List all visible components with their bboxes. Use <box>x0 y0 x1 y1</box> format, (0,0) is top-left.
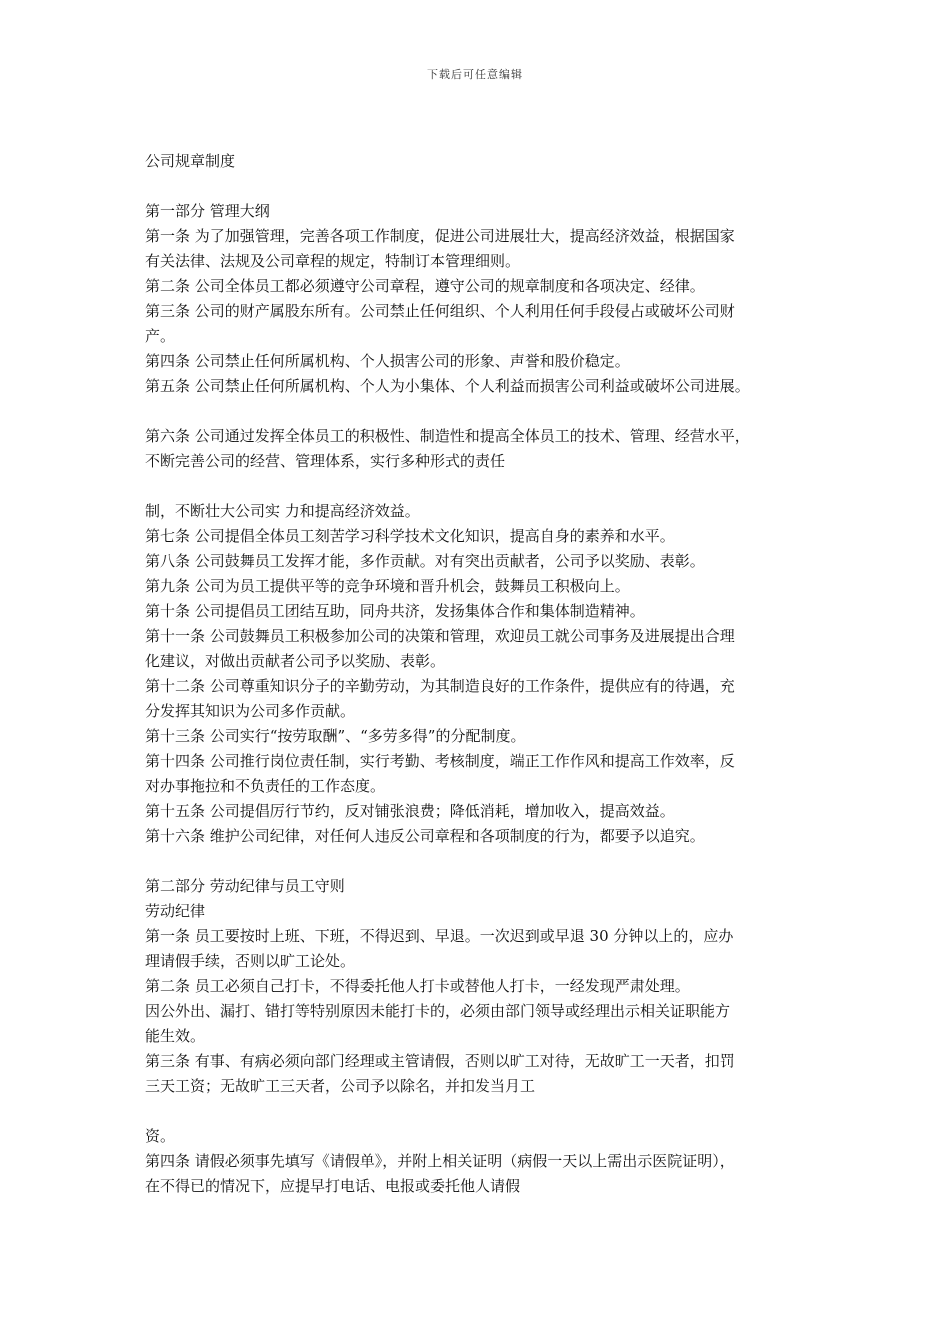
part2-heading: 第二部分 劳动纪律与员工守则 <box>145 877 345 895</box>
paragraph-line: 第十三条 公司实行“按劳取酬”、“多劳多得”的分配制度。 <box>145 727 526 745</box>
paragraph-line: 第四条 请假必须事先填写《请假单》，并附上相关证明（病假一天以上需出示医院证明）， <box>145 1152 735 1170</box>
paragraph-line: 分发挥其知识为公司多作贡献。 <box>145 702 356 720</box>
paragraph-line: 第十六条 维护公司纪律，对任何人违反公司章程和各项制度的行为，都要予以追究。 <box>145 827 705 845</box>
document-body <box>145 149 825 1199</box>
paragraph-line: 劳动纪律 <box>145 902 206 920</box>
spacer <box>145 399 825 424</box>
paragraph-line: 因公外出、漏打、错打等特别原因未能打卡的，必须由部门领导或经理出示相关证职能方 <box>145 1002 731 1020</box>
paragraph-line: 第十四条 公司推行岗位责任制，实行考勤、考核制度，端正工作作风和提高工作效率，反 <box>145 752 735 770</box>
paragraph-line: 第八条 公司鼓舞员工发挥才能，多作贡献。对有突出贡献者，公司予以奖励、表彰。 <box>145 552 705 570</box>
paragraph-line: 三天工资；无故旷工三天者，公司予以除名，并扣发当月工 <box>145 1077 536 1095</box>
paragraph-line: 第十条 公司提倡员工团结互助，同舟共济，发扬集体合作和集体制造精神。 <box>145 602 645 620</box>
spacer <box>145 849 825 874</box>
paragraph-line: 理请假手续，否则以旷工论处。 <box>145 952 356 970</box>
paragraph-line: 化建议，对做出贡献者公司予以奖励、表彰。 <box>145 652 446 670</box>
spacer <box>145 1099 825 1124</box>
spacer <box>145 474 825 499</box>
paragraph-line: 第四条 公司禁止任何所属机构、个人损害公司的形象、声誉和股价稳定。 <box>145 352 630 370</box>
paragraph-line: 能生效。 <box>145 1027 206 1045</box>
spacer <box>145 174 825 199</box>
paragraph-line: 制，不断壮大公司实 力和提高经济效益。 <box>145 502 420 520</box>
paragraph-line: 有关法律、法规及公司章程的规定，特制订本管理细则。 <box>145 252 521 270</box>
paragraph-line: 第三条 有事、有病必须向部门经理或主管请假，否则以旷工对待，无故旷工一天者，扣罚 <box>145 1052 735 1070</box>
document-title: 公司规章制度 <box>145 152 236 170</box>
paragraph-line: 第一条 员工要按时上班、下班，不得迟到、早退。一次迟到或早退 30 分钟以上的，应办 <box>145 927 734 945</box>
paragraph-line: 第一条 为了加强管理，完善各项工作制度，促进公司进展壮大，提高经济效益，根据国家 <box>145 227 735 245</box>
paragraph-line: 在不得已的情况下，应提早打电话、电报或委托他人请假 <box>145 1177 521 1195</box>
header-note: 下载后可任意编辑 <box>427 68 523 81</box>
paragraph-line: 第三条 公司的财产属股东所有。公司禁止任何组织、个人利用任何手段侵占或破坏公司财 <box>145 302 735 320</box>
paragraph-line: 第二条 公司全体员工都必须遵守公司章程，遵守公司的规章制度和各项决定、经律。 <box>145 277 705 295</box>
paragraph-line: 第五条 公司禁止任何所属机构、个人为小集体、个人利益而损害公司利益或破坏公司进展。 <box>145 377 750 395</box>
part1-heading: 第一部分 管理大纲 <box>145 202 270 220</box>
paragraph-line: 第十五条 公司提倡厉行节约，反对铺张浪费；降低消耗，增加收入，提高效益。 <box>145 802 675 820</box>
paragraph-line: 第十一条 公司鼓舞员工积极参加公司的决策和管理，欢迎员工就公司事务及进展提出合理 <box>145 627 735 645</box>
paragraph-line: 资。 <box>145 1127 176 1145</box>
paragraph-line: 第六条 公司通过发挥全体员工的积极性、制造性和提高全体员工的技术、管理、经营水平， <box>145 427 750 445</box>
paragraph-line: 第十二条 公司尊重知识分子的辛勤劳动，为其制造良好的工作条件，提供应有的待遇，充 <box>145 677 735 695</box>
paragraph-line: 产。 <box>145 327 176 345</box>
paragraph-line: 不断完善公司的经营、管理体系，实行多种形式的责任 <box>145 452 506 470</box>
paragraph-line: 第七条 公司提倡全体员工刻苦学习科学技术文化知识，提高自身的素养和水平。 <box>145 527 675 545</box>
paragraph-line: 第二条 员工必须自己打卡，不得委托他人打卡或替他人打卡，一经发现严肃处理。 <box>145 977 690 995</box>
paragraph-line: 对办事拖拉和不负责任的工作态度。 <box>145 777 386 795</box>
paragraph-line: 第九条 公司为员工提供平等的竞争环境和晋升机会，鼓舞员工积极向上。 <box>145 577 630 595</box>
